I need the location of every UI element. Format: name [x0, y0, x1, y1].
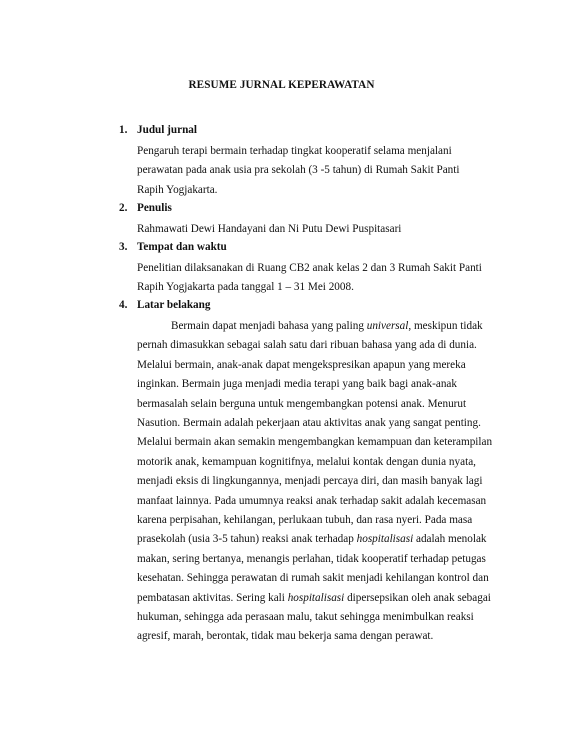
section-2-number: 2.	[119, 202, 128, 214]
section-4-line-11: karena perpisahan, kehilangan, perlukaan tubuh, dan rasa nyeri. Pada masa	[137, 514, 473, 526]
section-3-line-1: Penelitian dilaksanakan di Ruang CB2 anak kelas 2 dan 3 Rumah Sakit Panti	[137, 262, 482, 274]
section-3-heading: Tempat dan waktu	[137, 241, 227, 253]
italic-term: hospitalisasi	[356, 533, 414, 545]
section-4-line-16: hukuman, sehingga ada perasaan malu, takut sehingga menimbulkan reaksi	[137, 611, 474, 623]
section-1-line-2: perawatan pada anak usia pra sekolah (3 -5 tahun) di Rumah Sakit Panti	[137, 164, 460, 176]
section-1-number: 1.	[119, 124, 128, 136]
section-4-line-6: Nasution. Bermain adalah pekerjaan atau aktivitas anak yang sangat penting.	[137, 417, 481, 429]
section-3-number: 3.	[119, 241, 128, 253]
section-4-line-17: agresif, marah, berontak, tidak mau bekerja sama dengan perawat.	[137, 630, 434, 642]
section-4-heading: Latar belakang	[137, 299, 211, 311]
document-title: RESUME JURNAL KEPERAWATAN	[188, 79, 375, 91]
section-1-heading: Judul jurnal	[137, 124, 198, 136]
section-1-line-3: Rapih Yogjakarta.	[137, 184, 218, 196]
section-4-line-8: motorik anak, kemampuan kognitifnya, melalui kontak dengan dunia nyata,	[137, 456, 476, 468]
section-4-line-5: bermasalah selain berguna untuk mengembangkan potensi anak. Menurut	[137, 398, 467, 410]
section-1-line-1: Pengaruh terapi bermain terhadap tingkat kooperatif selama menjalani	[137, 145, 452, 157]
section-4-line-14: kesehatan. Sehingga perawatan di rumah sakit menjadi kehilangan kontrol dan	[137, 572, 489, 584]
section-4-line-15: pembatasan aktivitas. Sering kali hospitalisasi dipersepsikan oleh anak sebagai	[137, 592, 491, 604]
section-3-line-2: Rapih Yogjakarta pada tanggal 1 – 31 Mei 2008.	[137, 281, 354, 293]
section-2-line-1: Rahmawati Dewi Handayani dan Ni Putu Dewi Puspitasari	[137, 223, 402, 235]
section-4-number: 4.	[119, 299, 128, 311]
section-2-heading: Penulis	[137, 202, 172, 214]
section-4-line-9: menjadi eksis di lingkungannya, menjadi percaya diri, dan masih banyak lagi	[137, 475, 483, 487]
section-4-line-4: inginkan. Bermain juga menjadi media terapi yang baik bagi anak-anak	[137, 378, 457, 390]
section-4-line-1: Bermain dapat menjadi bahasa yang paling universal, meskipun tidak	[171, 320, 483, 332]
italic-term: hospitalisasi	[287, 592, 345, 604]
section-4-line-12: prasekolah (usia 3-5 tahun) reaksi anak terhadap hospitalisasi adalah menolak	[137, 533, 487, 545]
section-4-line-13: makan, sering bertanya, menangis perlahan, tidak kooperatif terhadap petugas	[137, 553, 486, 565]
section-4-line-2: pernah dimasukkan sebagai salah satu dari ribuan bahasa yang ada di dunia.	[137, 339, 477, 351]
italic-term: universal	[366, 320, 409, 332]
section-4-line-10: manfaat lainnya. Pada umumnya reaksi anak terhadap sakit adalah kecemasan	[137, 495, 487, 507]
section-4-line-7: Melalui bermain akan semakin mengembangkan kemampuan dan keterampilan	[137, 436, 493, 448]
section-4-line-3: Melalui bermain, anak-anak dapat mengekspresikan apapun yang mereka	[137, 359, 466, 371]
